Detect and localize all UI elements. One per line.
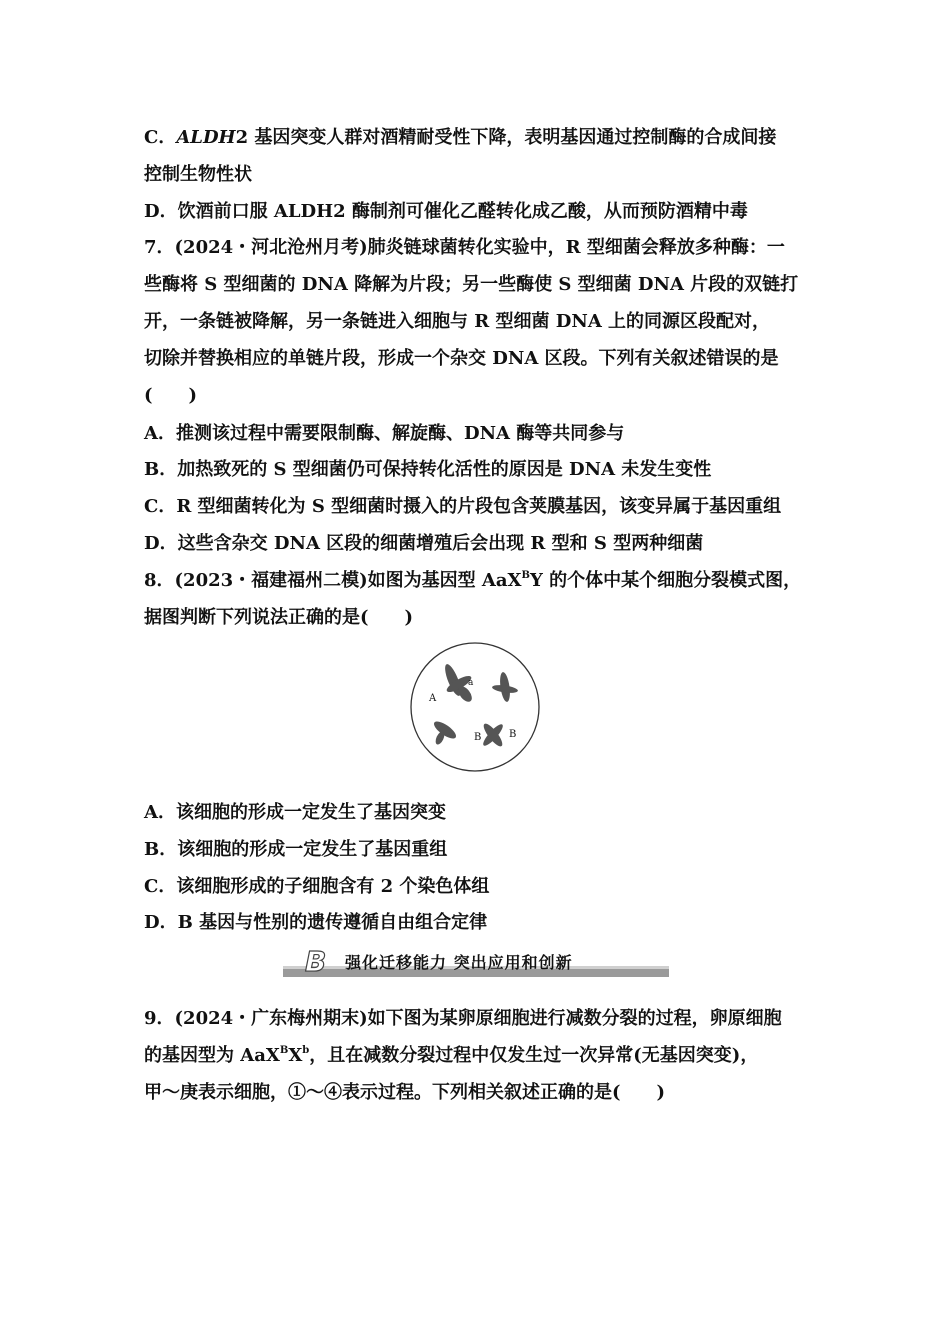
q7-stem-line: 切除并替换相应的单链片段，形成一个杂交 DNA 区段。下列有关叙述错误的是 [144,348,779,369]
q7-stem-line: 7．(2024・河北沧州月考)肺炎链球菌转化实验中，R 型细菌会释放多种酶：一 [144,237,785,258]
q7-option-d: D．这些含杂交 DNA 区段的细菌增殖后会出现 R 型和 S 型两种细菌 [144,533,704,554]
q7-option-a: A．推测该过程中需要限制酶、解旋酶、DNA 酶等共同参与 [144,423,625,444]
q8-option-c: C．该细胞形成的子细胞含有 2 个染色体组 [144,876,490,897]
gene-label-b-left: B [474,732,482,743]
cell-division-diagram [407,640,543,774]
q8-option-a: A．该细胞的形成一定发生了基因突变 [144,802,446,823]
q8-stem-line1: 8．(2023・福建福州二模)如图为基因型 AaX$^B$Y 的个体中某个细胞分裂模式图， [144,570,802,591]
banner-letter-b: B [305,945,327,978]
gene-label-a-lower: a [468,678,474,688]
gene-label-a-upper: A [429,693,437,704]
q7-answer-blank: ( ) [144,385,198,406]
q8-option-b: B．该细胞的形成一定发生了基因重组 [144,839,448,860]
q7-option-b: B．加热致死的 S 型细菌仍可保持转化活性的原因是 DNA 未发生变性 [144,459,712,480]
q7-option-c: C．R 型细菌转化为 S 型细菌时摄入的片段包含荚膜基因，该变异属于基因重组 [144,496,782,517]
q8-option-d: D．B 基因与性别的遗传遵循自由组合定律 [144,912,488,933]
q6-option-c-line1: C．ALDH2 基因突变人群对酒精耐受性下降，表明基因通过控制酶的合成间接 [144,127,777,148]
q7-stem-line: 些酶将 S 型细菌的 DNA 降解为片段；另一些酶使 S 型细菌 DNA 片段的双链打 [144,274,799,295]
q6-option-c-line2: 控制生物性状 [144,164,252,185]
section-banner [283,944,669,980]
q9-stem-line1: 9．(2024・广东梅州期末)如下图为某卵原细胞进行减数分裂的过程，卵原细胞 [144,1008,782,1029]
q9-stem-line3: 甲～庚表示细胞，①～④表示过程。下列相关叙述正确的是( ) [144,1082,666,1103]
q8-stem-line2: 据图判断下列说法正确的是( ) [144,607,414,628]
q9-stem-line2: 的基因型为 $AaX^BX^b$，且在减数分裂过程中仅发生过一次异常(无基因突变)， [144,1045,759,1066]
gene-name-aldh: ALDH [176,127,236,148]
banner-title: 强化迁移能力 突出应用和创新 [345,953,573,972]
q6-option-d: D．饮酒前口服 ALDH2 酶制剂可催化乙醛转化成乙酸，从而预防酒精中毒 [144,201,748,222]
cell-membrane [411,643,539,771]
q7-stem-line: 开，一条链被降解，另一条链进入细胞与 R 型细菌 DNA 上的同源区段配对， [144,311,771,332]
gene-label-b-right: B [509,729,517,740]
